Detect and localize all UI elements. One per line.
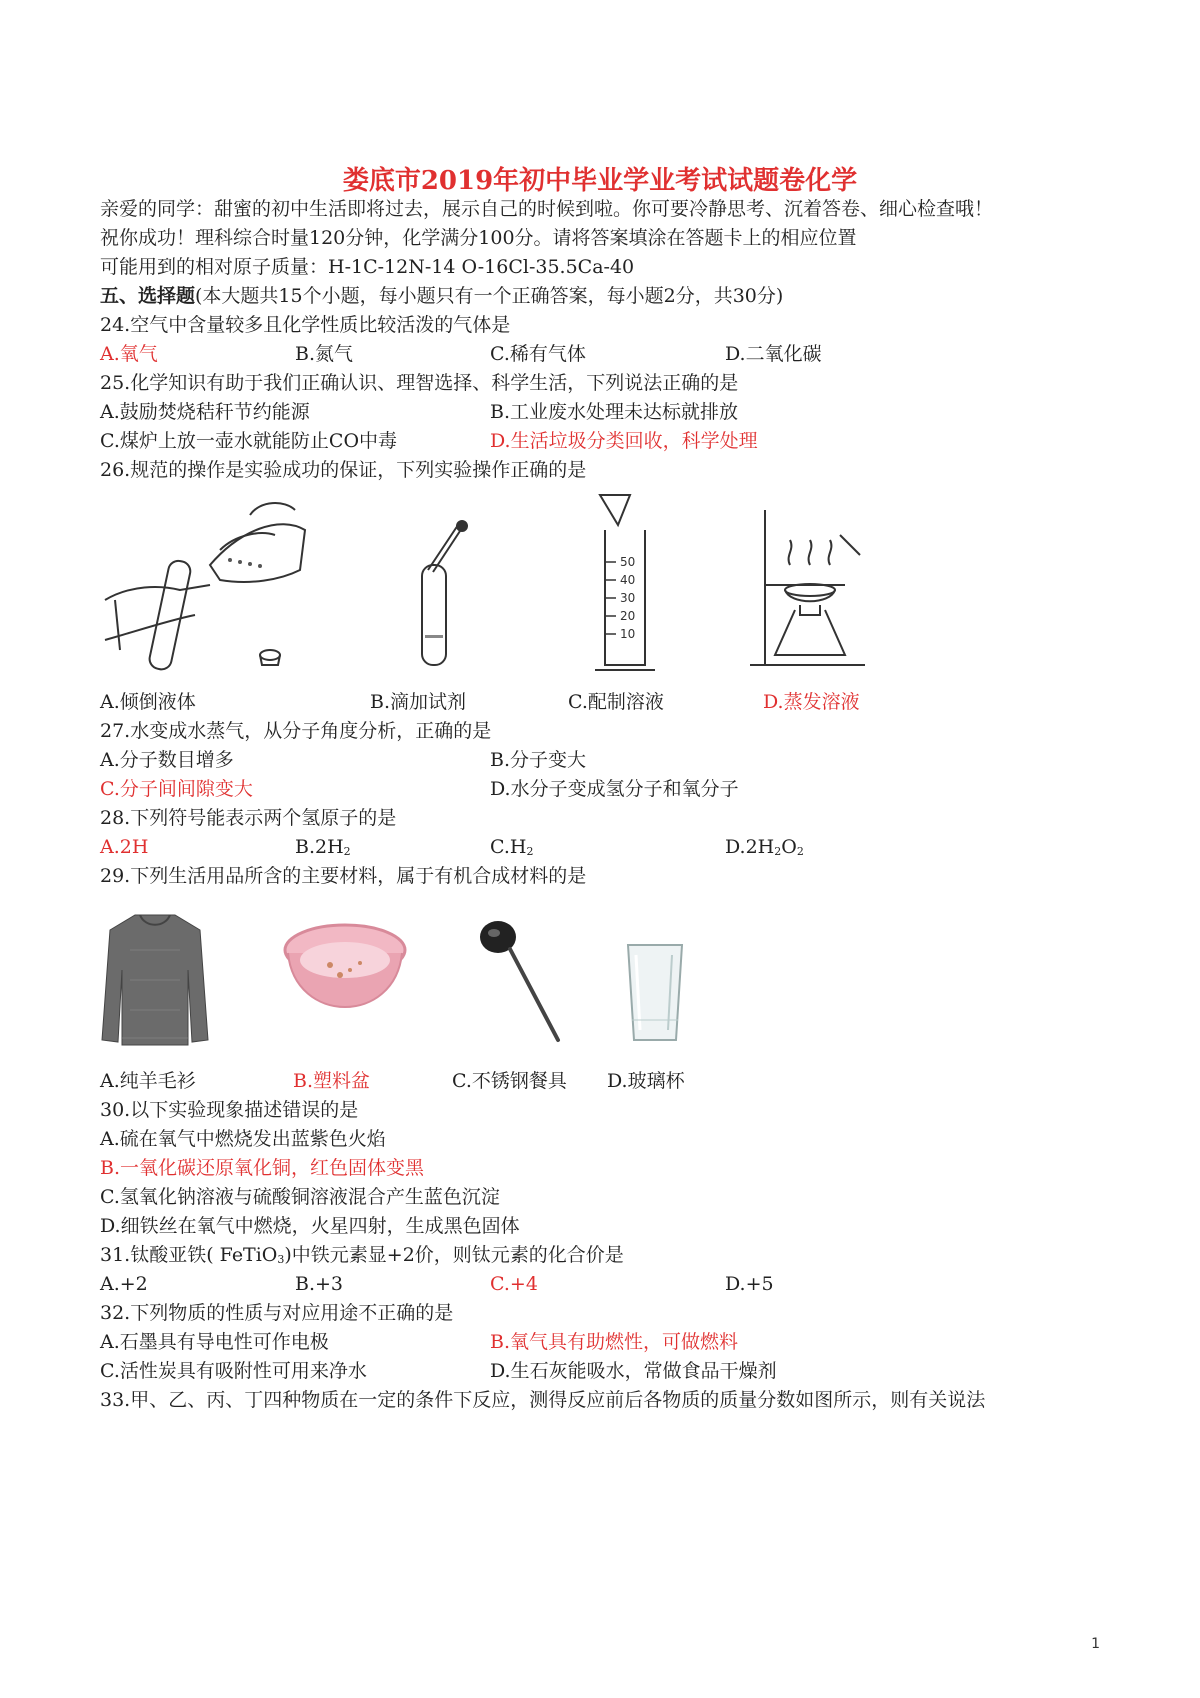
- q30-stem: 30.以下实验现象描述错误的是: [100, 1099, 359, 1121]
- q26-option-c: C.配制溶液: [568, 691, 664, 713]
- subscript: 3: [277, 1253, 285, 1266]
- q30-option-c: C.氢氧化钠溶液与硫酸铜溶液混合产生蓝色沉淀: [100, 1186, 500, 1208]
- intro-line-3: 可能用到的相对原子质量：H-1C-12N-14 O-16Cl-35.5Ca-40: [100, 256, 635, 278]
- evaporating-solution-figure: [745, 505, 875, 675]
- q25-option-c: C.煤炉上放一壶水就能防止CO中毒: [100, 430, 398, 452]
- cylinder-mark: 20: [620, 609, 636, 623]
- intro-line-2: 祝你成功！理科综合时量120分钟，化学满分100分。请将答案填涂在答题卡上的相应位置: [100, 227, 857, 249]
- q24-option-c: C.稀有气体: [490, 343, 586, 365]
- stem-text: 31.钛酸亚铁( FeTiO: [100, 1244, 278, 1266]
- q25-option-b: B.工业废水处理未达标就排放: [490, 401, 739, 423]
- cylinder-mark: 10: [620, 627, 636, 641]
- q32-option-b: B.氧气具有助燃性，可做燃料: [490, 1331, 739, 1353]
- formula-text: O: [781, 836, 797, 858]
- measuring-cylinder-figure: [590, 490, 660, 680]
- q31-option-a: A.+2: [100, 1273, 148, 1295]
- q32-option-d: D.生石灰能吸水，常做食品干燥剂: [490, 1360, 777, 1382]
- section-note: (本大题共15个小题，每小题只有一个正确答案，每小题2分，共30分): [195, 285, 784, 307]
- q28-option-c: [490, 834, 533, 865]
- q33-stem: 33.甲、乙、丙、丁四种物质在一定的条件下反应，测得反应前后各物质的质量分数如图所示，则有关说法: [100, 1389, 986, 1411]
- q32-option-c: C.活性炭具有吸附性可用来净水: [100, 1360, 367, 1382]
- subscript: 2: [343, 845, 351, 858]
- glass-cup-image: [620, 940, 690, 1045]
- cylinder-mark: 50: [620, 555, 636, 569]
- formula-text: B.2H: [295, 836, 344, 858]
- page-title: 娄底市2019年初中毕业学业考试试题卷化学: [342, 166, 858, 196]
- formula-text: D.2H: [725, 836, 775, 858]
- q31-option-d: D.+5: [725, 1273, 774, 1295]
- q28-option-d: [725, 834, 804, 865]
- q28-stem: 28.下列符号能表示两个氢原子的是: [100, 807, 397, 829]
- cylinder-mark: 40: [620, 573, 636, 587]
- q31-option-c: C.+4: [490, 1273, 538, 1295]
- q25-option-a: A.鼓励焚烧秸秆节约能源: [100, 401, 310, 423]
- q32-stem: 32.下列物质的性质与对应用途不正确的是: [100, 1302, 454, 1324]
- subscript: 2: [796, 845, 804, 858]
- q30-option-d: D.细铁丝在氧气中燃烧，火星四射，生成黑色固体: [100, 1215, 520, 1237]
- q29-option-b: B.塑料盆: [293, 1070, 371, 1092]
- subscript: 2: [526, 845, 534, 858]
- q29-option-a: A.纯羊毛衫: [100, 1070, 196, 1092]
- q32-option-a: A.石墨具有导电性可作电极: [100, 1331, 329, 1353]
- intro-line-1: 亲爱的同学：甜蜜的初中生活即将过去，展示自己的时候到啦。你可要冷静思考、沉着答卷、细心检查哦！: [100, 198, 994, 220]
- q27-option-d: D.水分子变成氢分子和氧分子: [490, 778, 739, 800]
- q26-stem: 26.规范的操作是实验成功的保证，下列实验操作正确的是: [100, 459, 587, 481]
- pouring-liquid-figure: [100, 490, 310, 680]
- q24-stem: 24.空气中含量较多且化学性质比较活泼的气体是: [100, 314, 511, 336]
- formula-text: C.H: [490, 836, 527, 858]
- q29-option-d: D.玻璃杯: [607, 1070, 685, 1092]
- q24-option-d: D.二氧化碳: [725, 343, 822, 365]
- q27-option-a: A.分子数目增多: [100, 749, 234, 771]
- q25-stem: 25.化学知识有助于我们正确认识、理智选择、科学生活，下列说法正确的是: [100, 372, 739, 394]
- q29-stem: 29.下列生活用品所含的主要材料，属于有机合成材料的是: [100, 865, 587, 887]
- wool-sweater-image: [100, 910, 210, 1050]
- q24-option-b: B.氮气: [295, 343, 354, 365]
- q28-option-a: A.2H: [100, 836, 149, 858]
- q30-option-b: B.一氧化碳还原氧化铜，红色固体变黑: [100, 1157, 425, 1179]
- q24-option-a: A.氧气: [100, 343, 158, 365]
- q27-option-b: B.分子变大: [490, 749, 587, 771]
- q27-stem: 27.水变成水蒸气，从分子角度分析，正确的是: [100, 720, 492, 742]
- subscript: 2: [774, 845, 782, 858]
- cylinder-mark: 30: [620, 591, 636, 605]
- q26-option-a: A.倾倒液体: [100, 691, 196, 713]
- q27-option-c: C.分子间间隙变大: [100, 778, 253, 800]
- page-number: 1: [1091, 1636, 1100, 1652]
- q29-option-c: C.不锈钢餐具: [452, 1070, 567, 1092]
- section-label: 五、选择题: [100, 285, 196, 307]
- dropper-tube-figure: [410, 520, 470, 670]
- section-heading: [100, 283, 783, 309]
- q26-option-b: B.滴加试剂: [370, 691, 467, 713]
- q31-option-b: B.+3: [295, 1273, 344, 1295]
- stem-text: )中铁元素显+2价，则钛元素的化合价是: [284, 1244, 624, 1266]
- q26-option-d: D.蒸发溶液: [763, 691, 860, 713]
- plastic-basin-image: [280, 915, 410, 1045]
- q25-option-d: D.生活垃圾分类回收，科学处理: [490, 430, 758, 452]
- q31-stem: [100, 1242, 624, 1273]
- q30-option-a: A.硫在氧气中燃烧发出蓝紫色火焰: [100, 1128, 386, 1150]
- steel-ladle-image: [470, 915, 570, 1050]
- q28-option-b: [295, 834, 351, 865]
